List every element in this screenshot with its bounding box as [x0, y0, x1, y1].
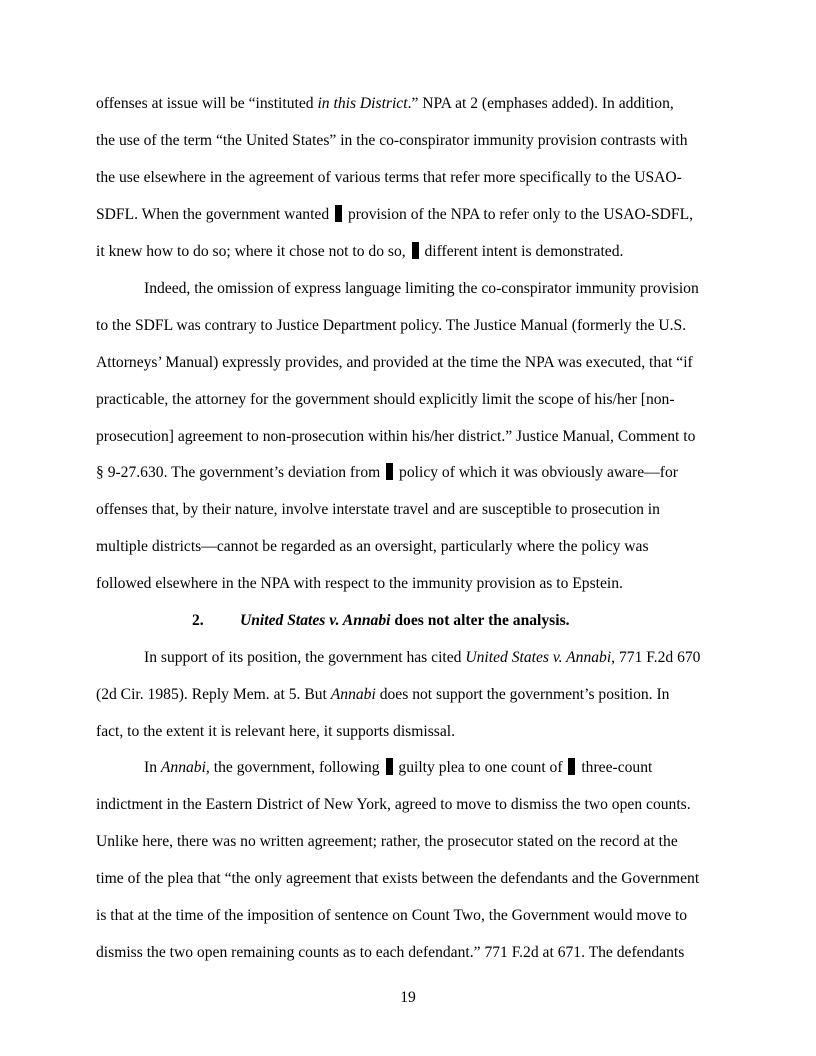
text-segment: Attorneys’ Manual) expressly provides, and provided at the time the NPA was executed, that “if	[96, 354, 693, 371]
text-segment: (2d Cir. 1985). Reply Mem. at 5. But	[96, 686, 331, 703]
text-line	[96, 906, 720, 926]
text-segment: does not support the government’s position. In	[375, 686, 670, 703]
text-segment: to the SDFL was contrary to Justice Department policy. The Justice Manual (formerly the U.S.	[96, 317, 687, 334]
section-case-name: United States v. Annabi	[240, 612, 391, 629]
text-line	[96, 537, 720, 557]
text-segment: practicable, the attorney for the government should explicitly limit the scope of his/her [non-	[96, 391, 675, 408]
text-segment: is that at the time of the imposition of sentence on Count Two, the Government would move to	[96, 907, 688, 924]
text-line	[96, 500, 720, 520]
text-line	[96, 94, 720, 114]
text-segment: time of the plea that “the only agreement that exists between the defendants and the Government	[96, 870, 700, 887]
text-segment: multiple districts—cannot be regarded as an oversight, particularly where the policy was	[96, 538, 649, 555]
text-segment: In	[144, 759, 161, 776]
text-line	[96, 427, 720, 447]
text-line	[96, 832, 720, 852]
text-segment: the use elsewhere in the agreement of various terms that refer more specifically to the USAO-	[96, 169, 682, 186]
text-line	[96, 722, 720, 742]
text-segment: dismiss the two open remaining counts as to each defendant.” 771 F.2d at 671. The defendants	[96, 944, 685, 961]
text-line	[96, 795, 720, 815]
italic-text: Annabi	[330, 686, 376, 703]
page-number: 19	[400, 989, 416, 1006]
text-line	[96, 574, 720, 594]
text-segment: guilty plea to one count of	[394, 759, 567, 776]
text-segment: , 771 F.2d 670	[611, 649, 701, 666]
text-segment: offenses at issue will be “instituted	[96, 95, 318, 112]
redaction-bar	[386, 463, 393, 480]
text-segment: .” NPA at 2 (emphases added). In addition,	[407, 95, 674, 112]
text-line	[96, 353, 720, 373]
text-segment: In support of its position, the government has cited	[144, 649, 466, 666]
text-segment: the government, following	[209, 759, 384, 776]
text-line	[96, 242, 720, 262]
text-segment: Indeed, the omission of express language limiting the co-conspirator immunity provision	[144, 280, 699, 297]
text-segment: policy of which it was obviously aware—for	[395, 464, 678, 481]
text-segment: fact, to the extent it is relevant here, it supports dismissal.	[96, 723, 456, 740]
text-segment: followed elsewhere in the NPA with respect to the immunity provision as to Epstein.	[96, 575, 623, 592]
italic-text: in this District	[317, 95, 408, 112]
text-line	[144, 758, 720, 778]
text-segment: three-count	[577, 759, 653, 776]
text-line	[96, 463, 720, 483]
text-line	[96, 205, 720, 225]
text-segment: offenses that, by their nature, involve interstate travel and are susceptible to prosecution in	[96, 501, 660, 518]
italic-text: United States v. Annabi	[465, 649, 612, 666]
text-line	[96, 943, 720, 963]
text-segment: the use of the term “the United States” in the co-conspirator immunity provision contrasts with	[96, 132, 688, 149]
text-line	[96, 390, 720, 410]
section-heading	[192, 611, 816, 631]
text-segment: different intent is demonstrated.	[420, 243, 624, 260]
text-line	[96, 869, 720, 889]
redaction-bar	[568, 758, 575, 775]
text-segment: it knew how to do so; where it chose not to do so,	[96, 243, 410, 260]
italic-text: Annabi,	[160, 759, 210, 776]
text-line	[96, 316, 720, 336]
text-line	[96, 168, 720, 188]
text-line	[96, 131, 720, 151]
redaction-bar	[335, 205, 342, 222]
text-segment: provision of the NPA to refer only to the USAO-SDFL,	[344, 206, 694, 223]
text-segment: Unlike here, there was no written agreement; rather, the prosecutor stated on the record at the	[96, 833, 678, 850]
redaction-bar	[386, 758, 393, 775]
text-line	[144, 279, 720, 299]
text-segment: indictment in the Eastern District of New York, agreed to move to dismiss the two open counts.	[96, 796, 691, 813]
text-line	[144, 648, 720, 668]
redaction-bar	[412, 242, 419, 259]
text-segment: § 9-27.630. The government’s deviation from	[96, 464, 385, 481]
text-segment: prosecution] agreement to non-prosecution within his/her district.” Justice Manual, Comment to	[96, 428, 696, 445]
section-number: 2.	[192, 612, 204, 629]
text-line	[96, 685, 720, 705]
text-segment: SDFL. When the government wanted	[96, 206, 334, 223]
section-title-rest: does not alter the analysis.	[390, 612, 570, 629]
